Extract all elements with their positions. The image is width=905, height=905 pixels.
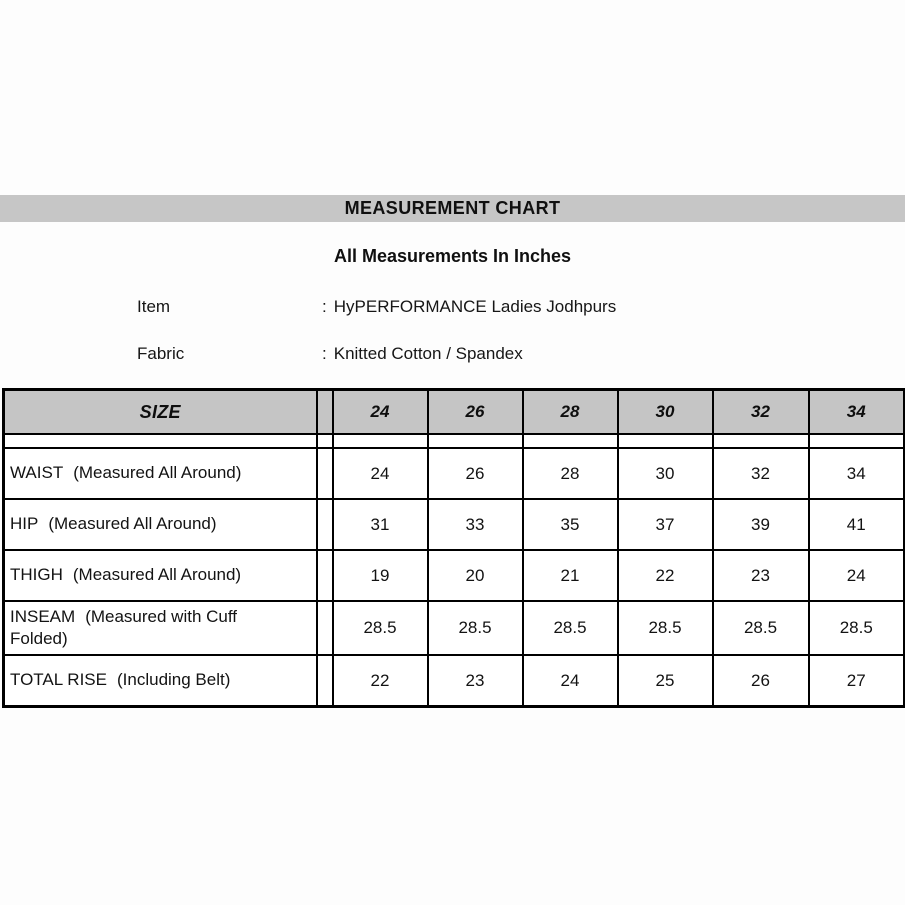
value-cell: 28 [523,448,618,499]
row-name: TOTAL RISE [10,670,107,690]
size-column-header: 34 [809,390,905,435]
value-cell: 27 [809,655,905,707]
spacer-cell [428,434,523,448]
spacer-cell [317,434,333,448]
value-cell: 35 [523,499,618,550]
value-cell: 23 [713,550,809,601]
spacer-cell [713,434,809,448]
value-cell: 26 [713,655,809,707]
size-column-header: 32 [713,390,809,435]
spacer-cell [523,434,618,448]
item-value-group [322,297,616,317]
spacer-cell [333,434,428,448]
value-cell: 19 [333,550,428,601]
table-row-waist [4,448,905,499]
value-cell: 30 [618,448,713,499]
row-name: HIP [10,514,39,534]
fabric-value: Knitted Cotton / Spandex [333,344,523,363]
spacer-cell [618,434,713,448]
value-cell: 28.5 [523,601,618,655]
spacer-cell [317,550,333,601]
spacer-cell [317,655,333,707]
row-name: INSEAM [10,606,76,626]
fabric-separator: : [322,344,327,363]
measurement-table-container [2,388,903,708]
item-separator: : [322,297,327,316]
value-cell: 39 [713,499,809,550]
item-value: HyPERFORMANCE Ladies Jodhpurs [333,297,617,316]
value-cell: 20 [428,550,523,601]
value-cell: 28.5 [333,601,428,655]
table-row-total-rise [4,655,905,707]
row-note: (Measured with Cuff Folded) [10,606,237,648]
row-name: WAIST [10,463,64,483]
header-spacer-cell [317,390,333,435]
fabric-value-group [322,344,523,364]
info-row-fabric [0,344,905,366]
row-note: (Measured All Around) [48,514,217,534]
row-label-cell [4,601,317,655]
row-label-cell [4,499,317,550]
value-cell: 37 [618,499,713,550]
value-cell: 23 [428,655,523,707]
chart-title-bar [0,195,905,222]
value-cell: 26 [428,448,523,499]
value-cell: 21 [523,550,618,601]
value-cell: 25 [618,655,713,707]
spacer-cell [317,601,333,655]
row-note: (Measured All Around) [72,565,242,585]
info-row-item [0,297,905,319]
size-column-header: 28 [523,390,618,435]
row-name: THIGH [10,565,63,585]
spacer-row [4,434,905,448]
spacer-cell [317,448,333,499]
spacer-cell [809,434,905,448]
value-cell: 31 [333,499,428,550]
value-cell: 24 [809,550,905,601]
row-note: (Including Belt) [117,670,231,690]
spacer-cell [4,434,317,448]
value-cell: 28.5 [428,601,523,655]
row-note: (Measured All Around) [73,463,242,483]
size-header-row [4,390,905,435]
value-cell: 24 [523,655,618,707]
value-cell: 22 [333,655,428,707]
table-row-inseam [4,601,905,655]
value-cell: 28.5 [618,601,713,655]
size-header-cell: SIZE [4,390,317,435]
size-column-header: 24 [333,390,428,435]
value-cell: 41 [809,499,905,550]
item-label: Item [137,297,171,316]
value-cell: 22 [618,550,713,601]
row-label-cell [4,448,317,499]
value-cell: 28.5 [809,601,905,655]
value-cell: 32 [713,448,809,499]
row-label-cell [4,655,317,707]
fabric-label: Fabric [137,344,185,363]
value-cell: 34 [809,448,905,499]
row-label-cell [4,550,317,601]
value-cell: 24 [333,448,428,499]
spacer-cell [317,499,333,550]
size-column-header: 26 [428,390,523,435]
table-row-thigh [4,550,905,601]
measurement-table [2,388,905,708]
value-cell: 33 [428,499,523,550]
value-cell: 28.5 [713,601,809,655]
chart-subtitle: All Measurements In Inches [333,246,572,266]
size-column-header: 30 [618,390,713,435]
chart-title: MEASUREMENT CHART [344,198,561,218]
table-row-hip [4,499,905,550]
